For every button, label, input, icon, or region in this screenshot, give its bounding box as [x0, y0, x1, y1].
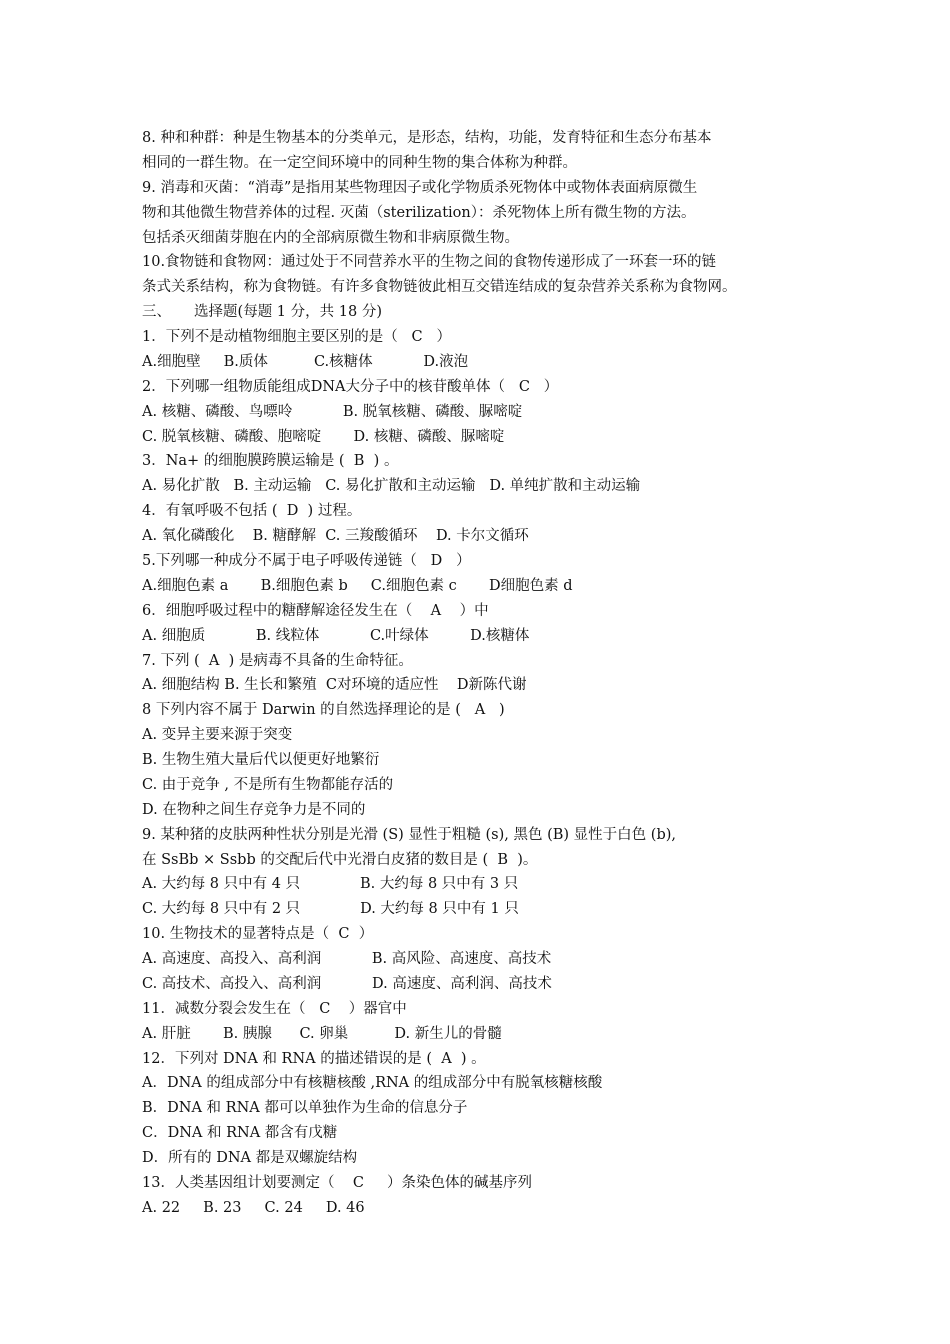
text-line: 9. 某种猪的皮肤两种性状分别是光滑 (S) 显性于粗糙 (s), 黑色 (B) 显性于白色 (b), [142, 826, 676, 843]
text-line: 物和其他微生物营养体的过程. 灭菌（sterilization）：杀死物体上所有微生物的方法。 [142, 204, 696, 221]
text-line: 3．Na+ 的细胞膜跨膜运输是 ( B ) 。 [142, 453, 399, 470]
text-line: 三、 选择题(每题 1 分，共 18 分) [142, 304, 382, 321]
text-line: 13．人类基因组计划要测定（ C ）条染色体的碱基序列 [142, 1175, 533, 1191]
text-line: 10.食物链和食物网：通过处于不同营养水平的生物之间的食物传递形成了一环套一环的链 [142, 254, 717, 271]
text-line: A.细胞色素 a B.细胞色素 b C.细胞色素 c D细胞色素 d [142, 577, 573, 594]
text-line: 6．细胞呼吸过程中的糖酵解途径发生在（ A ）中 [142, 602, 489, 619]
text-line: C. 大约每 8 只中有 2 只 D. 大约每 8 只中有 1 只 [142, 901, 519, 918]
text-line: A. 22 B. 23 C. 24 D. 46 [142, 1199, 365, 1216]
text-line: 9. 消毒和灭菌：“消毒”是指用某些物理因子或化学物质杀死物体中或物体表面病原微生 [142, 179, 698, 196]
text-line: 12．下列对 DNA 和 RNA 的描述错误的是 ( A ) 。 [142, 1050, 486, 1067]
text-line: 条式关系结构，称为食物链。有许多食物链彼此相互交错连结成的复杂营养关系称为食物网。 [142, 279, 737, 296]
text-line: 1．下列不是动植物细胞主要区别的是（ C ） [142, 329, 451, 345]
text-line: 8 下列内容不属于 Darwin 的自然选择理论的是 ( A ) [142, 702, 505, 719]
text-line: 8. 种和种群：种是生物基本的分类单元，是形态，结构，功能，发育特征和生态分布基本 [142, 130, 712, 146]
text-line: 2．下列哪一组物质能组成DNA大分子中的核苷酸单体（ C ） [142, 378, 559, 395]
text-line: 包括杀灭细菌芽胞在内的全部病原微生物和非病原微生物。 [142, 229, 519, 246]
text-line: 11．减数分裂会发生在（ C ）器官中 [142, 1000, 407, 1017]
text-line: C．DNA 和 RNA 都含有戊糖 [142, 1125, 338, 1142]
text-line: A. 易化扩散 B. 主动运输 C. 易化扩散和主动运输 D. 单纯扩散和主动运输 [142, 478, 641, 495]
text-line: 5.下列哪一种成分不属于电子呼吸传递链（ D ） [142, 553, 471, 569]
text-line: A. 肝脏 B. 胰腺 C. 卵巢 D. 新生儿的骨髓 [142, 1025, 502, 1042]
text-line: 在 SsBb × Ssbb 的交配后代中光滑白皮猪的数目是 ( B )。 [142, 851, 538, 868]
text-line: C. 由于竞争 , 不是所有生物都能存活的 [142, 776, 394, 793]
text-line: B．DNA 和 RNA 都可以单独作为生命的信息分子 [142, 1100, 468, 1117]
text-line: A. 细胞结构 B. 生长和繁殖 C对环境的适应性 D新陈代谢 [142, 677, 527, 694]
text-line: A. 变异主要来源于突变 [142, 727, 293, 744]
text-line: C. 高技术、高投入、高利润 D. 高速度、高利润、高技术 [142, 975, 552, 992]
text-line: 7. 下列 ( A ) 是病毒不具备的生命特征。 [142, 652, 413, 669]
text-line: 10. 生物技术的显著特点是（ C ） [142, 926, 374, 943]
text-line: A. 大约每 8 只中有 4 只 B. 大约每 8 只中有 3 只 [142, 876, 519, 893]
text-line: D．所有的 DNA 都是双螺旋结构 [142, 1150, 358, 1167]
text-line: A．DNA 的组成部分中有核糖核酸 ,RNA 的组成部分中有脱氧核糖核酸 [142, 1075, 603, 1092]
text-line: 相同的一群生物。在一定空间环境中的同种生物的集合体称为种群。 [142, 154, 577, 171]
text-line: C. 脱氧核糖、磷酸、胞嘧啶 D. 核糖、磷酸、脲嘧啶 [142, 428, 505, 445]
text-line: D. 在物种之间生存竞争力是不同的 [142, 801, 366, 818]
text-line: A. 核糖、磷酸、鸟嘌呤 B. 脱氧核糖、磷酸、脲嘧啶 [142, 403, 523, 420]
text-line: A. 细胞质 B. 线粒体 C.叶绿体 D.核糖体 [142, 627, 530, 644]
text-line: 4．有氧呼吸不包括 ( D ) 过程。 [142, 503, 362, 520]
text-line: A. 氧化磷酸化 B. 糖酵解 C. 三羧酸循环 D. 卡尔文循环 [142, 528, 529, 545]
text-line: B. 生物生殖大量后代以便更好地繁衍 [142, 752, 380, 768]
text-line: A. 高速度、高投入、高利润 B. 高风险、高速度、高技术 [142, 951, 552, 967]
text-line: A.细胞壁 B.质体 C.核糖体 D.液泡 [142, 353, 469, 370]
